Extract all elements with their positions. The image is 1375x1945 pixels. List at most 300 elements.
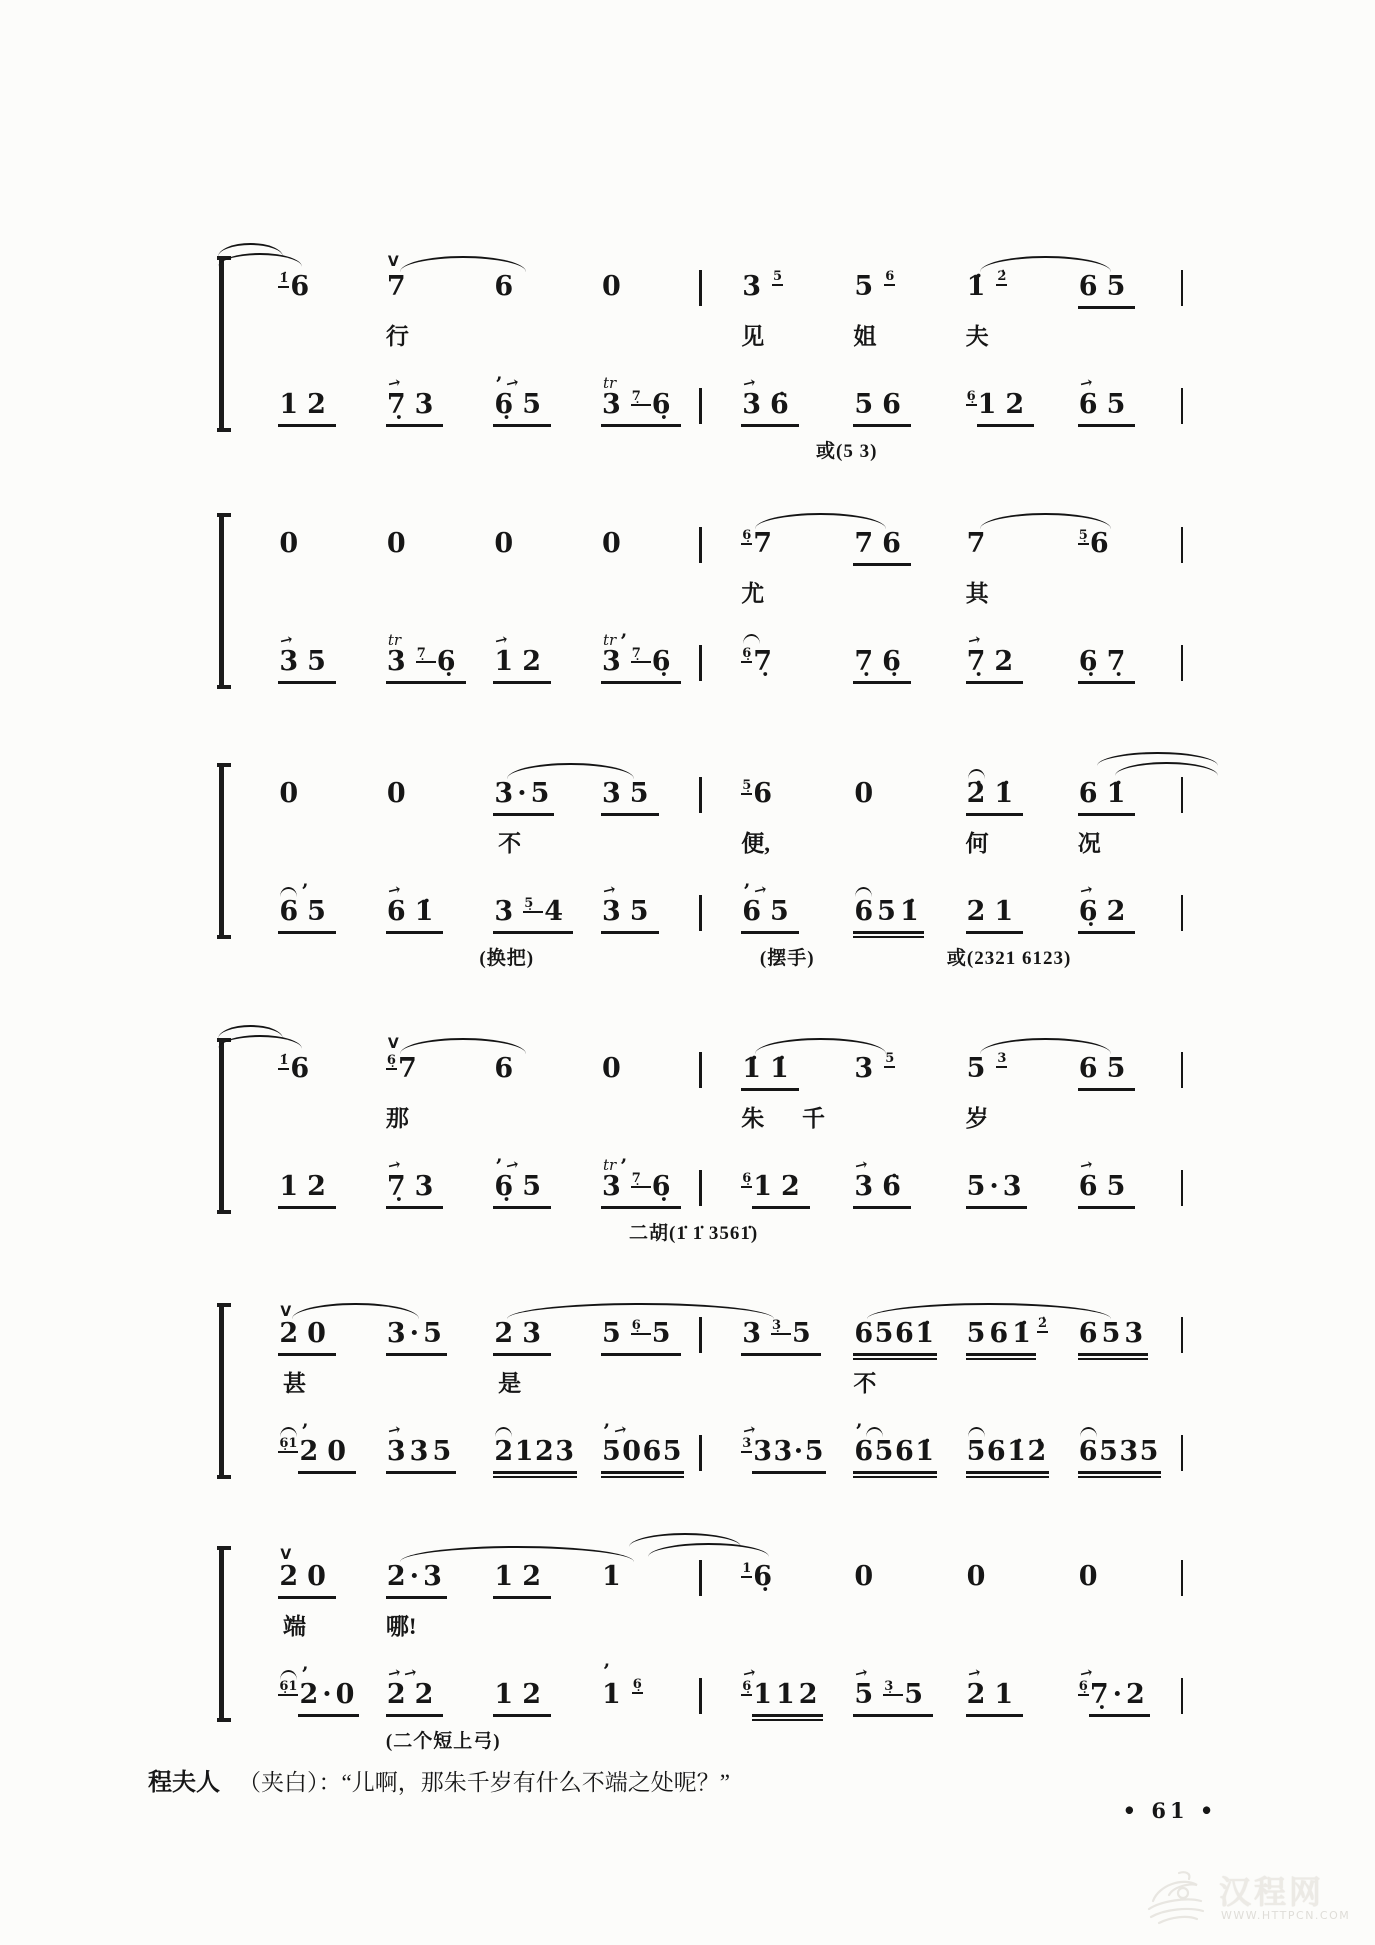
lyric-syllable: 端 [283,1614,307,1639]
note-cell [1078,1560,1108,1596]
note-marks [1077,1660,1095,1684]
note-cell [741,1317,821,1356]
annotation: (摆手) [759,948,815,969]
note-figures: 6̣ [753,1561,782,1592]
annotation: 或(2321 6123) [946,948,1072,969]
note-figure-part: 6̣ [436,646,465,677]
note-marks [385,1660,420,1684]
note-cell [1077,372,1136,427]
note-cell [741,372,799,427]
note-figures: 335 [386,1435,456,1474]
note-cell [601,629,681,684]
note-cell [741,270,783,306]
note-cell [853,1560,883,1596]
note-figures: 65 [1078,1052,1136,1091]
grace-note: 6̣ [742,1171,752,1186]
note-figures: 6535 [1078,1435,1161,1474]
note-figures: 35 [278,645,336,684]
note-figures: 6 [494,271,523,302]
note-cell [278,388,336,427]
note-figures: 3·5 [386,1317,447,1356]
note-figures: 6̣7̣ [1078,645,1136,684]
note-cell [1077,1154,1136,1209]
note-figures: 7̣2 [966,645,1024,684]
grace-note-after: 6 [885,269,895,284]
note-marks [385,1152,403,1176]
note-figures: 12 [493,645,551,684]
note-cell [493,372,551,427]
grace-note-after: 6̣ [632,1677,642,1692]
note-marks [493,627,510,651]
barline-mid [699,270,702,306]
system-bracket [219,517,232,685]
note-figures: 35 [601,777,659,816]
note-figures [601,645,681,684]
note-cell [966,895,1024,934]
slide-arrow-icon: → [278,629,295,651]
grace-note: 6̣1 [279,1436,298,1451]
note-cell [853,1052,895,1088]
note-cell [386,777,416,813]
lyric-syllable: 是 [498,1371,522,1396]
note-figure-part: 5 [854,1679,883,1710]
note-cell [385,1419,456,1474]
note-figures: 0 [854,1561,883,1592]
watermark-name: 汉程网 [1219,1874,1325,1910]
barline-end [1181,645,1184,681]
dialogue-line [148,1762,730,1797]
note-cell [601,527,631,563]
note-cell [741,527,782,563]
system-bracket [219,260,232,428]
lyric-syllable: 尤 [741,581,765,606]
note-marks [278,627,295,651]
note-figures: 7 [753,528,782,559]
grace-note: 5̣ [524,896,543,911]
note-cell [278,1052,319,1088]
note-marks [965,627,983,651]
note-figures: 7̣6̣ [853,645,911,684]
watermark-logo-icon [1139,1867,1213,1929]
slide-arrow-icon: → [853,1662,870,1684]
slide-arrow-icon: → [853,1154,870,1176]
note-cell [741,777,782,813]
note-figures: 36̇ [741,388,799,427]
note-figure-part: 6̣ [651,646,680,677]
note-cell [1078,1052,1136,1091]
page-number: • 61 • [1122,1798,1218,1823]
note-figure-part: 4 [544,896,573,927]
lyric-syllable: 见 [741,324,765,349]
note-marks [1077,370,1095,394]
note-cell [853,1419,936,1474]
note-cell [853,645,911,684]
annotation-row [255,1218,1190,1248]
breath-mark-icon: ’ [301,1419,309,1443]
breath-mark-icon: ’ [495,1154,503,1178]
note-figures [853,1678,933,1717]
note-figures: 0 [966,1561,995,1592]
note-figures: 0 [386,778,415,809]
note-cell [1078,270,1136,309]
note-figures: 2·3 [386,1560,447,1599]
note-figure-part: 3 [494,896,523,927]
barline-mid [699,1435,702,1471]
barline-end [1181,270,1184,306]
breath-mark-icon: ’ [620,1154,628,1178]
barline-end [1181,388,1184,424]
grace-note-after: 5 [885,1051,895,1066]
grace-note-after: 3 [997,1051,1007,1066]
note-figures: 0 [386,528,415,559]
note-figures: 7̣ [753,646,782,677]
tie-arc [292,1303,418,1319]
note-marks [968,759,985,779]
note-figure-part: 3 [601,389,630,420]
note-marks [1080,1417,1097,1437]
note-figures: 7 [397,1053,426,1084]
note-figures: 0 [279,778,308,809]
breath-mark-icon: ’ [301,879,309,903]
lyric-syllable: 不 [498,831,522,856]
note-cell [493,1154,551,1209]
barline-end [1181,895,1184,931]
system-bracket [219,1307,232,1475]
note-cell [601,1154,681,1209]
grace-note-after: 2̇ [997,269,1007,284]
note-figures: 65 [741,895,799,934]
note-cell [386,1036,427,1088]
note-figures: 65 [278,895,336,934]
note-marks [388,1031,399,1051]
system-2 [255,505,1190,720]
note-figures: 3 [854,1053,883,1084]
note-figures: 7 [966,528,995,559]
note-figure-part: 5 [792,1318,820,1349]
note-figures: 76 [853,527,911,566]
note-marks [855,877,872,897]
note-cell [853,1317,936,1356]
accomp-line [255,1154,1190,1216]
slide-arrow-icon: → [402,1662,420,1684]
note-cell [853,1662,933,1717]
note-figures: 651̇ [853,895,923,934]
annotation: (换把) [479,948,535,969]
tie-arc [980,1038,1111,1054]
note-cell [965,1662,1024,1717]
trill-mark: tr [602,374,617,392]
grace-note: 7̣ [416,646,435,661]
note-figures: 5 [966,1053,995,1084]
note-figures [741,1317,821,1356]
watermark-url: WWW.HTTPCN.COM [1221,1909,1351,1922]
note-cell [741,879,799,934]
barline-end [1181,1435,1184,1471]
lyric-row [255,318,1190,348]
accomp-line [255,629,1190,691]
note-marks [280,1660,309,1686]
barline-mid [699,1170,702,1206]
slide-arrow-icon: → [385,372,403,394]
dialogue-speaker: 程夫人 [148,1770,220,1796]
note-cell [386,254,416,306]
tie-arc [755,513,886,529]
note-marks [968,1417,985,1437]
note-figures: 6̣5 [493,388,551,427]
trill-mark: tr [602,1156,617,1174]
annotation: 或(5 3) [816,441,878,462]
accomp-line [255,1659,1190,1724]
note-marks [1077,877,1095,901]
grace-note: 7̣ [631,646,650,661]
lyric-syllable: 便, [741,831,770,856]
slide-arrow-icon: → [385,879,403,901]
note-cell [853,777,883,813]
note-cell [1078,777,1136,816]
note-figures: 6 [290,271,319,302]
note-figures: 12 [278,388,336,427]
note-figures: 3·5 [493,777,554,816]
lyric-syllable: 何 [965,831,989,856]
tie-arc [755,1038,886,1054]
note-figures: 0 [601,271,630,302]
breath-mark-icon: ’ [602,1659,610,1683]
note-cell [1078,527,1119,563]
note-figures: 65 [1078,388,1136,427]
slide-arrow-icon: → [504,372,521,394]
tie-mark-icon [280,887,297,897]
note-figure-part: 5 [651,1318,680,1349]
system-bracket [219,1042,232,1210]
note-figure-part: 3 [601,646,630,677]
note-figures: 6 [494,1053,523,1084]
note-figures: 7̣3 [386,1170,444,1209]
note-cell [493,1317,551,1356]
barline-mid [699,1678,702,1714]
note-figures: 61̇ [1078,777,1136,816]
note-marks [600,877,618,901]
lyric-syllable: 姐 [853,324,877,349]
lyric-row [255,825,1190,855]
breath-mark-icon: ’ [855,1419,863,1443]
note-cell [493,527,523,563]
note-marks [602,627,628,653]
system-bracket [219,767,232,935]
voice-line [255,777,1190,823]
barline-mid [699,1560,702,1596]
note-figures: 23 [493,1317,551,1356]
note-cell [385,1154,444,1209]
annotation-row [255,943,1190,973]
note-figures: 6̣2 [1078,895,1136,934]
barline-end [1181,1052,1184,1088]
system-bracket [219,1550,232,1718]
note-figures: 12 [977,388,1035,427]
lyric-row [255,575,1190,605]
note-figures: 0 [494,528,523,559]
slide-arrow-icon: → [385,1662,403,1684]
voice-line [255,527,1190,573]
tie-arc [867,1303,1110,1319]
note-cell [493,270,523,306]
breath-mark-icon: ’ [602,1419,610,1443]
note-figures: 0 [854,778,883,809]
tie-mark-icon [743,634,760,644]
note-figures: 20 [278,1560,336,1599]
slide-arrow-icon: → [741,372,758,394]
bowing-mark: V [280,1547,292,1563]
note-figures: 0 [601,1053,630,1084]
slide-arrow-icon: → [965,1662,983,1684]
note-marks [280,1417,309,1443]
lyric-syllable: 那 [385,1106,409,1131]
note-cell [601,374,681,427]
grace-note: 5̣ [742,778,752,793]
note-cell [278,1547,336,1599]
note-marks [741,370,758,394]
note-cell [966,1052,1008,1088]
slide-arrow-icon: → [752,879,769,901]
breath-mark-icon: ’ [620,629,628,653]
note-cell [1078,1435,1161,1474]
grace-note-after: 2̇ [1037,1316,1048,1331]
note-figures: 1̇1̇ [741,1052,799,1091]
note-cell [278,629,336,684]
note-figures: 6̣5 [493,1170,551,1209]
note-cell [600,879,659,934]
note-marks [280,1542,291,1562]
note-marks [280,877,309,903]
grace-note: 7̣ [631,389,650,404]
slide-arrow-icon: → [1077,372,1095,394]
grace-note: 7̣ [631,1171,650,1186]
note-figures: 65 [1078,1170,1136,1209]
note-cell [278,879,336,934]
bowing-mark: V [387,254,399,270]
note-figures: 1 [601,1679,630,1710]
dialogue-text: （夹白）：“儿啊，那朱千岁有什么不端之处呢？” [238,1770,730,1795]
note-cell [741,1170,810,1209]
note-cell [278,270,319,306]
accomp-line [255,1419,1190,1481]
trill-mark: tr [602,631,617,649]
note-cell [493,1435,576,1474]
barline-end [1181,1560,1184,1596]
note-cell [601,1659,643,1714]
system-4 [255,1030,1190,1245]
note-figure-part: 3 [742,1318,770,1349]
note-cell [278,527,308,563]
grace-note: 6̣ [742,1679,752,1694]
note-figures: 65 [1078,270,1136,309]
lyric-syllable: 千 [801,1106,825,1131]
note-figures: 12 [752,1170,810,1209]
lyric-row [255,1608,1190,1638]
slide-arrow-icon: → [1077,879,1095,901]
note-marks [602,1417,629,1443]
note-marks [741,1660,758,1684]
annotation: (二个短上弓) [385,1731,501,1752]
lyric-syllable: 其 [965,581,989,606]
note-figures: 6561̇ [853,1435,936,1474]
annotation: 二胡(1̇ 1̇ 3561̇) [629,1223,759,1244]
note-figure-part: 5 [904,1679,933,1710]
barline-mid [699,895,702,931]
voice-line [255,254,1190,316]
note-cell [601,1419,684,1474]
note-cell [1078,1317,1148,1356]
slide-arrow-icon: → [741,1662,758,1684]
note-cell [601,270,631,306]
grace-note: 1̇ [279,1053,289,1068]
note-marks [385,1417,403,1441]
note-figures: 6 [1089,528,1118,559]
note-figures: 61̇ [386,895,444,934]
note-figures: 5 [854,271,883,302]
grace-note: 3 [742,1436,752,1451]
note-cell [966,1170,1027,1209]
note-marks [602,1152,628,1178]
note-figures: 6 [290,1053,319,1084]
bowing-mark: V [280,1304,292,1320]
tie-arc [400,256,526,272]
note-marks [388,249,399,269]
note-marks [602,1657,610,1683]
slide-arrow-icon: → [504,1154,521,1176]
note-marks [385,370,403,394]
grace-note: 5̣ [1078,528,1088,543]
slide-arrow-icon: → [965,629,983,651]
breath-mark-icon: ’ [743,879,751,903]
note-cell [278,1662,359,1717]
lyric-syllable: 甚 [283,1371,307,1396]
note-cell [853,527,911,566]
lyric-row [255,1365,1190,1395]
lyric-syllable: 岁 [965,1106,989,1131]
accomp-line [255,879,1190,941]
grace-note: 6̣ [742,646,752,661]
note-marks [603,370,616,390]
voice-line [255,1036,1190,1098]
note-cell [278,777,308,813]
tie-arc [980,513,1111,529]
note-cell [966,388,1035,427]
lyric-syllable: 夫 [965,324,989,349]
note-cell [385,1662,444,1717]
note-figures: 6 [753,778,782,809]
note-marks [495,1152,521,1178]
note-figures: 2·0 [298,1678,359,1717]
lyric-syllable: 哪! [385,1614,417,1639]
barline-end [1181,1317,1184,1353]
note-cell [853,270,895,306]
annotation-row [255,693,1190,723]
note-cell [741,1560,782,1596]
note-marks [743,877,769,903]
lyric-syllable: 朱 [741,1106,765,1131]
note-figures [601,388,681,427]
note-cell [493,777,554,816]
barline-end [1181,777,1184,813]
note-cell [966,527,996,563]
lyric-syllable: 行 [385,324,409,349]
note-figures: 36̇ [853,1170,911,1209]
grace-note: 6̣1 [279,1679,298,1694]
slide-arrow-icon: → [1077,1662,1095,1684]
note-cell [386,1560,447,1599]
note-cell [493,895,573,934]
tie-arc [400,1546,634,1562]
